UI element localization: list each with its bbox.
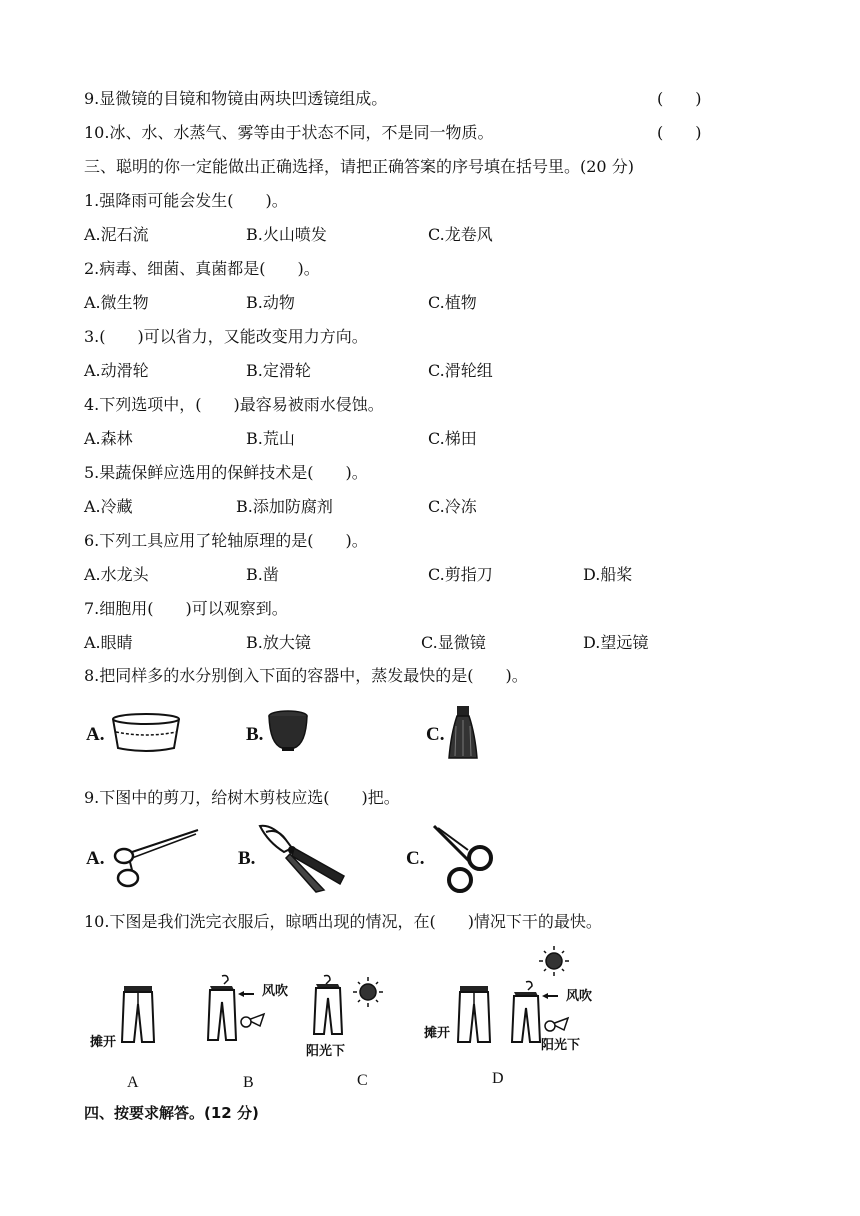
wide-basin-icon[interactable] bbox=[110, 712, 182, 754]
question-5: 5.果蔬保鲜应选用的保鲜技术是( )。 bbox=[84, 463, 368, 482]
q5-option-c[interactable]: C.冷冻 bbox=[428, 497, 477, 516]
q5-option-b[interactable]: B.添加防腐剂 bbox=[236, 497, 333, 516]
small-scissors-icon[interactable] bbox=[428, 822, 498, 894]
q7-option-d[interactable]: D.望远镜 bbox=[583, 633, 649, 652]
q7-option-a[interactable]: A.眼睛 bbox=[84, 633, 133, 652]
q8-label-b: B. bbox=[246, 724, 264, 745]
q4-option-c[interactable]: C.梯田 bbox=[428, 429, 477, 448]
trousers-folded-wind-icon[interactable] bbox=[204, 974, 266, 1046]
q2-option-a[interactable]: A.微生物 bbox=[84, 293, 149, 312]
question-8: 8.把同样多的水分别倒入下面的容器中，蒸发最快的是( )。 bbox=[84, 666, 528, 685]
trousers-sun-icon[interactable] bbox=[312, 974, 388, 1040]
sun-icon-d bbox=[538, 944, 570, 978]
question-9: 9.下图中的剪刀，给树木剪枝应选( )把。 bbox=[84, 788, 400, 807]
option-letter-b[interactable]: B bbox=[243, 1074, 254, 1091]
q9-label-a: A. bbox=[86, 848, 105, 869]
question-3: 3.( )可以省力，又能改变用力方向。 bbox=[84, 327, 368, 346]
judgement-9-text: 9.显微镜的目镜和物镜由两块凹透镜组成。 bbox=[84, 89, 388, 108]
trousers-spread-icon[interactable] bbox=[120, 984, 156, 1046]
q3-option-c[interactable]: C.滑轮组 bbox=[428, 361, 493, 380]
question-10: 10.下图是我们洗完衣服后，晾晒出现的情况，在( )情况下干的最快。 bbox=[84, 912, 602, 931]
caption-d-spread: 摊开 bbox=[424, 1026, 451, 1041]
q1-option-c[interactable]: C.龙卷风 bbox=[428, 225, 493, 244]
q1-option-b[interactable]: B.火山喷发 bbox=[246, 225, 327, 244]
q6-option-c[interactable]: C.剪指刀 bbox=[428, 565, 493, 584]
judgement-10-answer-blank[interactable]: ( ) bbox=[657, 123, 702, 142]
q3-option-a[interactable]: A.动滑轮 bbox=[84, 361, 149, 380]
q9-label-b: B. bbox=[238, 848, 256, 869]
caption-a-spread: 摊开 bbox=[90, 1035, 117, 1050]
q7-option-b[interactable]: B.放大镜 bbox=[246, 633, 311, 652]
q3-option-b[interactable]: B.定滑轮 bbox=[246, 361, 311, 380]
round-bowl-icon[interactable] bbox=[266, 710, 310, 754]
section-4-title: 四、按要求解答。(12 分) bbox=[84, 1104, 259, 1122]
q9-label-c: C. bbox=[406, 848, 425, 869]
judgement-10-text: 10.冰、水、水蒸气、雾等由于状态不同，不是同一物质。 bbox=[84, 123, 494, 142]
pruning-shears-icon[interactable] bbox=[258, 822, 348, 894]
narrow-bottle-icon[interactable] bbox=[446, 704, 480, 760]
question-2: 2.病毒、细菌、真菌都是( )。 bbox=[84, 259, 320, 278]
q1-option-a[interactable]: A.泥石流 bbox=[84, 225, 149, 244]
option-letter-d[interactable]: D bbox=[492, 1070, 504, 1087]
q5-option-a[interactable]: A.冷藏 bbox=[84, 497, 133, 516]
caption-d-wind: 风吹 bbox=[566, 989, 593, 1004]
q8-label-c: C. bbox=[426, 724, 445, 745]
q7-option-c[interactable]: C.显微镜 bbox=[421, 633, 486, 652]
q6-option-d[interactable]: D.船桨 bbox=[583, 565, 633, 584]
q2-option-c[interactable]: C.植物 bbox=[428, 293, 477, 312]
q4-option-a[interactable]: A.森林 bbox=[84, 429, 133, 448]
section-3-title: 三、聪明的你一定能做出正确选择，请把正确答案的序号填在括号里。(20 分) bbox=[84, 157, 634, 176]
option-letter-c[interactable]: C bbox=[357, 1072, 368, 1089]
q6-option-a[interactable]: A.水龙头 bbox=[84, 565, 149, 584]
long-scissors-icon[interactable] bbox=[110, 826, 200, 890]
question-1: 1.强降雨可能会发生( )。 bbox=[84, 191, 288, 210]
q4-option-b[interactable]: B.荒山 bbox=[246, 429, 295, 448]
option-letter-a[interactable]: A bbox=[127, 1074, 139, 1091]
caption-c-sun: 阳光下 bbox=[306, 1044, 346, 1059]
question-6: 6.下列工具应用了轮轴原理的是( )。 bbox=[84, 531, 368, 550]
trousers-spread-icon-d[interactable] bbox=[456, 984, 492, 1046]
q6-option-b[interactable]: B.凿 bbox=[246, 565, 279, 584]
caption-d-sun: 阳光下 bbox=[541, 1038, 581, 1053]
judgement-9-answer-blank[interactable]: ( ) bbox=[657, 89, 702, 108]
q8-label-a: A. bbox=[86, 724, 105, 745]
question-7: 7.细胞用( )可以观察到。 bbox=[84, 599, 288, 618]
question-4: 4.下列选项中，( )最容易被雨水侵蚀。 bbox=[84, 395, 384, 414]
q2-option-b[interactable]: B.动物 bbox=[246, 293, 295, 312]
caption-b-wind: 风吹 bbox=[262, 984, 289, 999]
